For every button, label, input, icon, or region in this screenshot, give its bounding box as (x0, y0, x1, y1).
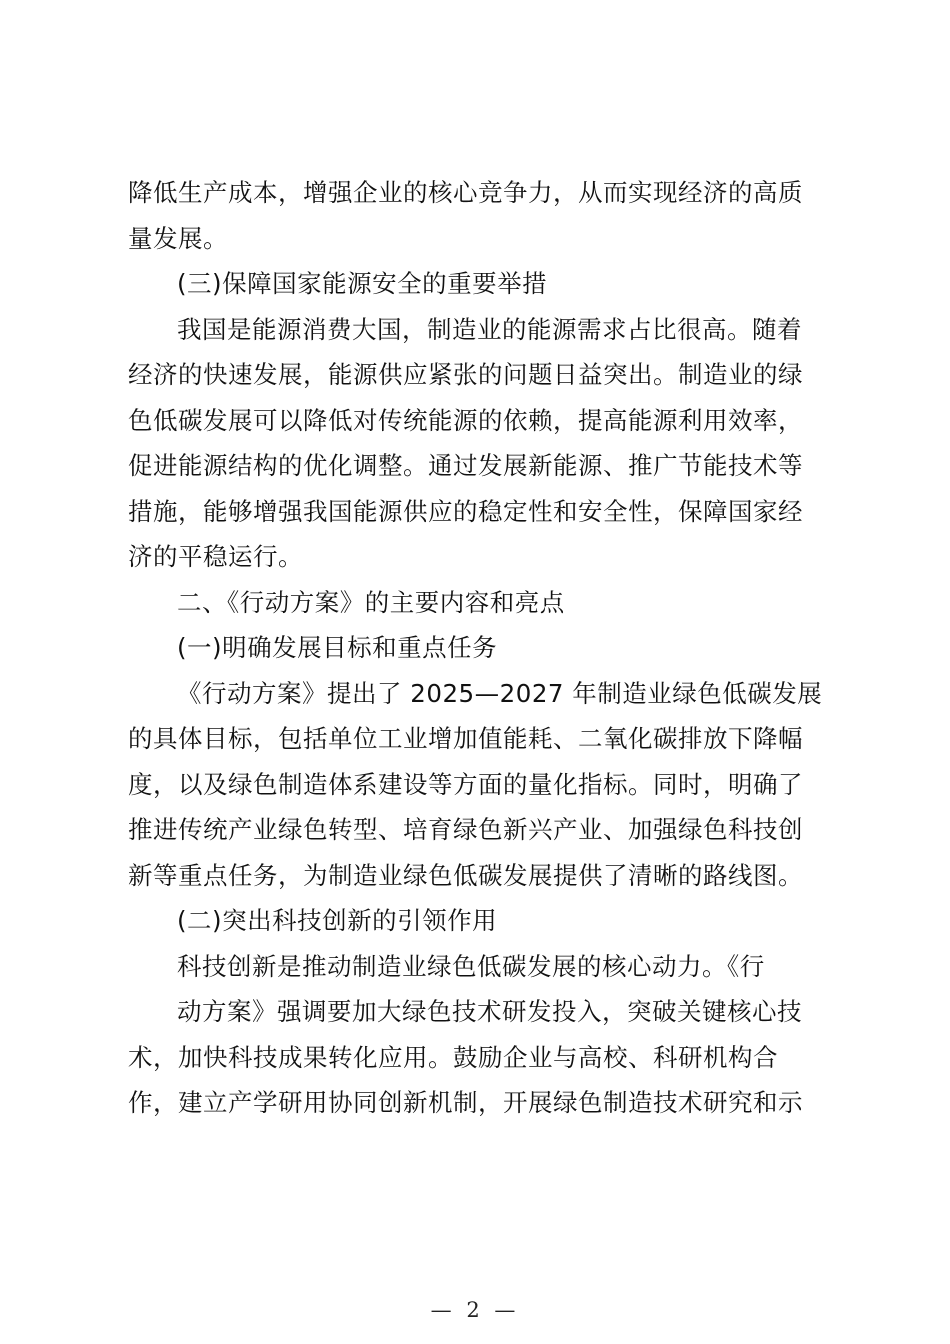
text-line: 度，以及绿色制造体系建设等方面的量化指标。同时，明确了 (128, 769, 803, 799)
text-line: 新等重点任务，为制造业绿色低碳发展提供了清晰的路线图。 (128, 860, 803, 890)
section-heading: (二)突出科技创新的引领作用 (177, 906, 498, 935)
text-line: 济的平稳运行。 (128, 542, 303, 571)
text-line: 作，建立产学研用协同创新机制，开展绿色制造技术研究和示 (128, 1088, 803, 1117)
chapter-heading: 二、《行动方案》的主要内容和亮点 (177, 587, 565, 617)
text-line: 《行动方案》提出了 2025—2027 年制造业绿色低碳发展 (177, 678, 823, 708)
text-line: 术，加快科技成果转化应用。鼓励企业与高校、科研机构合 (128, 1042, 778, 1072)
document-body (128, 170, 828, 1126)
text-line: 促进能源结构的优化调整。通过发展新能源、推广节能技术等 (128, 451, 803, 480)
text-line: 的具体目标，包括单位工业增加值能耗、二氧化碳排放下降幅 (128, 724, 803, 753)
section-heading: (一)明确发展目标和重点任务 (177, 633, 498, 662)
text-line: 我国是能源消费大国，制造业的能源需求占比很高。随着 (177, 314, 802, 344)
text-line: 降低生产成本，增强企业的核心竞争力，从而实现经济的高质 (128, 178, 803, 207)
text-line: 推进传统产业绿色转型、培育绿色新兴产业、加强绿色科技创 (128, 815, 803, 844)
text-line: 量发展。 (128, 223, 228, 253)
text-line: 措施，能够增强我国能源供应的稳定性和安全性，保障国家经 (128, 496, 803, 526)
text-line: 经济的快速发展，能源供应紧张的问题日益突出。制造业的绿 (128, 360, 803, 389)
text-line: 动方案》强调要加大绿色技术研发投入，突破关键核心技 (177, 997, 802, 1026)
page-number: — 2 — (430, 1298, 520, 1322)
text-line: 科技创新是推动制造业绿色低碳发展的核心动力。《行 (177, 951, 765, 981)
section-heading: (三)保障国家能源安全的重要举措 (177, 269, 548, 298)
text-line: 色低碳发展可以降低对传统能源的依赖，提高能源利用效率， (128, 405, 803, 435)
